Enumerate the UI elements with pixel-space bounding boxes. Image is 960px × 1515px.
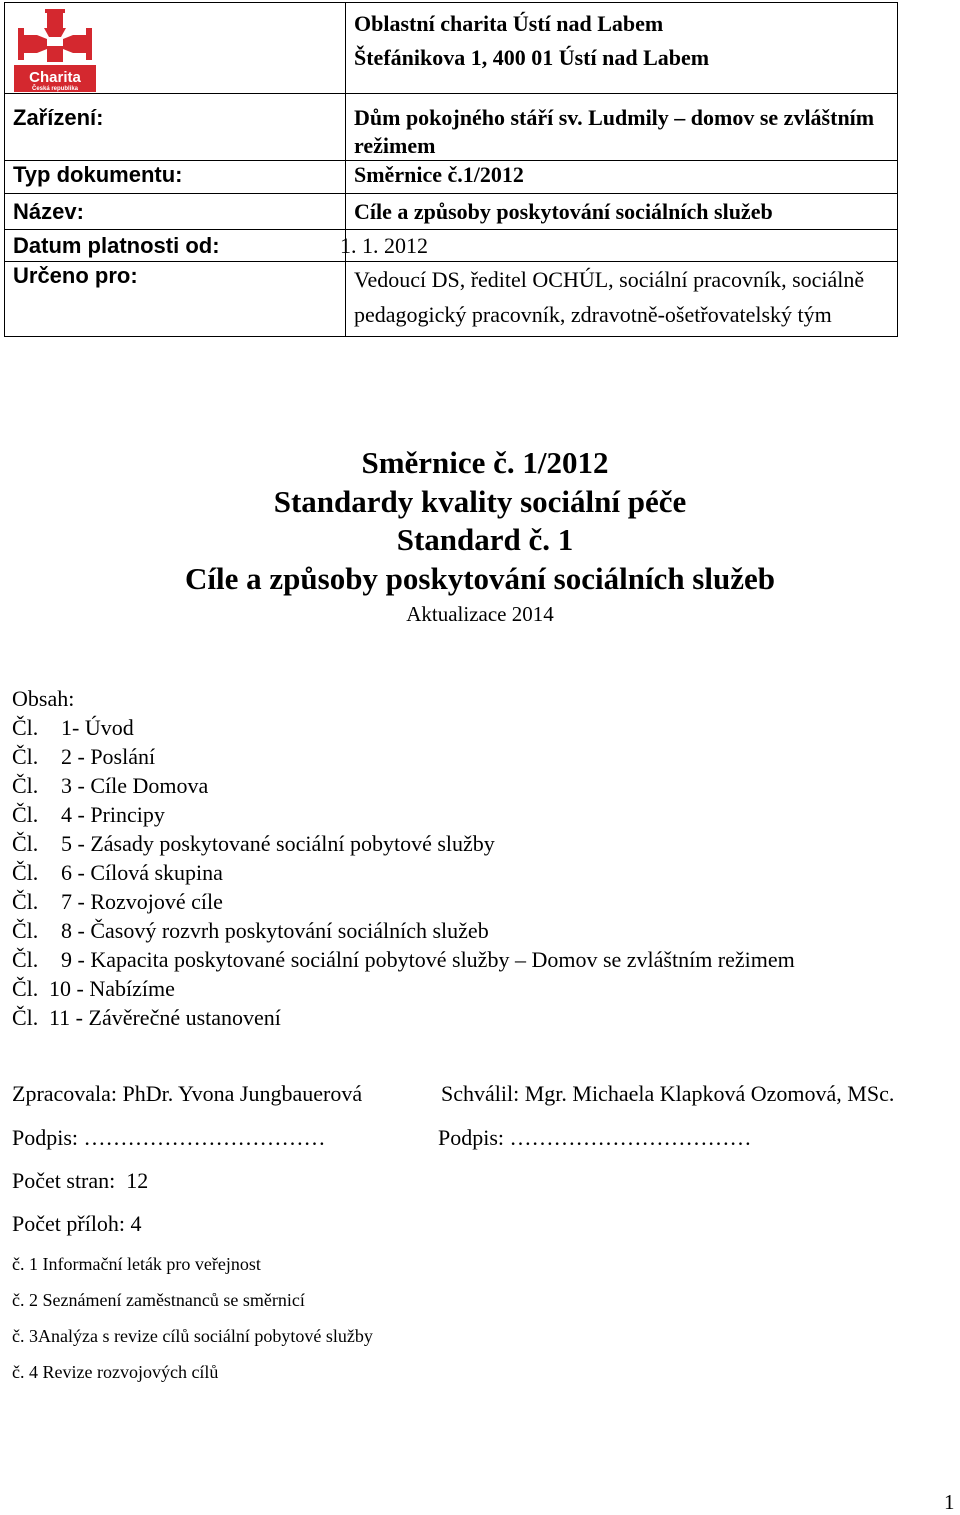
attachment-count: Počet příloh: 4 — [12, 1211, 142, 1236]
org-address-cell — [346, 3, 898, 94]
valid-from-value — [340, 230, 898, 262]
contents-item-prefix: Čl. — [12, 802, 39, 827]
name-label: Název: — [5, 194, 346, 230]
charita-logo — [14, 6, 96, 92]
contents-item-text: 1- Úvod — [61, 715, 134, 740]
contents-item-text: 5 - Zásady poskytované sociální pobytové služby — [61, 831, 495, 856]
contents-item-text: 6 - Cílová skupina — [61, 860, 223, 885]
approved-by: Schválil: Mgr. Michaela Klapková Ozomová, MSc. — [441, 1081, 895, 1106]
signature-right: Podpis: …………………………… — [438, 1125, 752, 1150]
organization-address: Štefánikova 1, 400 01 Ústí nad Labem — [354, 45, 710, 70]
doc-type-label: Typ dokumentu: — [5, 161, 346, 194]
contents-item-prefix: Čl. — [12, 744, 39, 769]
contents-item — [12, 1003, 795, 1032]
table-of-contents — [12, 684, 795, 1032]
contents-item — [12, 974, 795, 1003]
organization-name: Oblastní charita Ústí nad Labem — [354, 11, 664, 36]
contents-item-text: 11 - Závěrečné ustanovení — [49, 1005, 281, 1030]
signature-left: Podpis: …………………………… — [12, 1125, 326, 1150]
contents-item-prefix: Čl. — [12, 1005, 39, 1030]
title-block — [0, 444, 960, 630]
facility-label: Zařízení: — [5, 94, 346, 161]
intended-for-label: Určeno pro: — [5, 262, 346, 337]
contents-item-text: 10 - Nabízíme — [49, 976, 175, 1001]
valid-from-label: Datum platnosti od: — [5, 230, 346, 262]
contents-item-text: 4 - Principy — [61, 802, 165, 827]
contents-item — [12, 742, 795, 771]
contents-item — [12, 829, 795, 858]
contents-item-text: 8 - Časový rozvrh poskytování sociálních služeb — [61, 918, 489, 943]
contents-heading: Obsah: — [12, 686, 75, 711]
attachment-item: č. 1 Informační leták pro veřejnost — [12, 1254, 261, 1274]
contents-item — [12, 945, 795, 974]
attachment-item: č. 3Analýza s revize cílů sociální pobytové služby — [12, 1326, 373, 1346]
contents-item-text: 9 - Kapacita poskytované sociální pobytové služby – Domov se zvláštním režimem — [61, 947, 795, 972]
facility-value: Dům pokojného stáří sv. Ludmily – domov se zvláštním režimem — [346, 94, 898, 161]
contents-item-prefix: Čl. — [12, 918, 39, 943]
contents-item-text: 7 - Rozvojové cíle — [61, 889, 223, 914]
title-standards: Standardy kvality sociální péče — [273, 483, 687, 519]
contents-item-prefix: Čl. — [12, 831, 39, 856]
page-number: 1 — [944, 1490, 955, 1514]
contents-item-prefix: Čl. — [12, 889, 39, 914]
title-standard-number: Standard č. 1 — [396, 522, 574, 557]
valid-from-date: 1. 1. 2012 — [340, 233, 428, 258]
contents-item-prefix: Čl. — [12, 715, 39, 740]
name-value: Cíle a způsoby poskytování sociálních služeb — [346, 194, 898, 230]
contents-item — [12, 713, 795, 742]
contents-item-prefix: Čl. — [12, 773, 39, 798]
attachment-item: č. 4 Revize rozvojových cílů — [12, 1362, 219, 1382]
logo-cell — [5, 3, 346, 94]
intended-for-value: Vedoucí DS, ředitel OCHÚL, sociální pracovník, sociálně pedagogický pracovník, zdravotně-ošetřovatelský tým — [346, 262, 898, 337]
contents-item-prefix: Čl. — [12, 860, 39, 885]
title-goals: Cíle a způsoby poskytování sociálních služeb — [185, 560, 775, 596]
title-update: Aktualizace 2014 — [406, 602, 554, 626]
contents-item — [12, 771, 795, 800]
prepared-by: Zpracovala: PhDr. Yvona Jungbauerová — [12, 1081, 363, 1106]
contents-item — [12, 887, 795, 916]
page-count: Počet stran: 12 — [12, 1168, 149, 1193]
contents-item — [12, 800, 795, 829]
contents-item-text: 3 - Cíle Domova — [61, 773, 209, 798]
logo-subtext: Česká republika — [31, 86, 79, 92]
logo-text: Charita — [29, 69, 81, 86]
attachment-item: č. 2 Seznámení zaměstnanců se směrnicí — [12, 1290, 305, 1310]
contents-item — [12, 858, 795, 887]
contents-item-prefix: Čl. — [12, 976, 39, 1001]
contents-item-prefix: Čl. — [12, 947, 39, 972]
contents-item-text: 2 - Poslání — [61, 744, 156, 769]
charita-logo-icon — [14, 6, 96, 92]
contents-item — [12, 916, 795, 945]
title-directive: Směrnice č. 1/2012 — [361, 445, 609, 480]
header-table — [4, 2, 898, 337]
doc-type-value: Směrnice č.1/2012 — [346, 161, 898, 194]
